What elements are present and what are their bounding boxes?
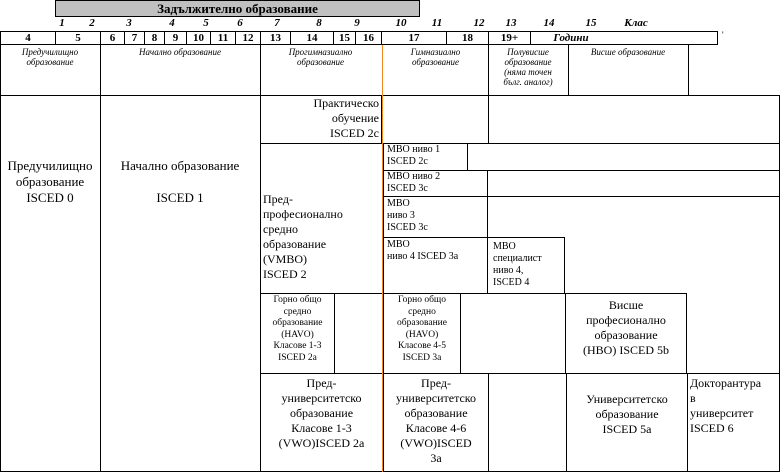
class-number: 8 (316, 17, 322, 29)
age-cell: 8 (145, 32, 165, 44)
class-number: 12 (473, 17, 485, 29)
class-number: 4 (169, 17, 175, 29)
program-vwo-lower: Пред- университетско образование Класове 1-3 (VWO)ISCED 2a (278, 376, 365, 450)
age-divider-line (382, 45, 383, 472)
program-vmbo: Пред- професионално средно образование (VMBO) ISCED 2 (263, 192, 343, 281)
program-preschool: Предучилищно образование ISCED 0 (7, 158, 93, 205)
class-number: 3 (126, 17, 132, 29)
program-hbo: Висше професионално образование (HBO) ISCED 5b (583, 298, 669, 357)
class-number: 15 (585, 17, 597, 29)
age-cell: 14 (291, 32, 334, 44)
age-cell: 7 (125, 32, 145, 44)
stray-tick: ' (722, 30, 724, 40)
program-mbo-level-4: МВО ниво 4 ISCED 3a (387, 239, 459, 262)
class-number: 13 (505, 17, 517, 29)
box-empty (334, 293, 383, 374)
program-vwo-upper: Пред- университетско образование Класове 4-6 (VWO)ISCED 3a (395, 376, 477, 465)
box-empty (467, 143, 780, 171)
class-label: Клас (624, 17, 648, 29)
class-number: 1 (59, 17, 65, 29)
age-cell: 19+ (489, 32, 531, 44)
program-primary: Начално образование ISCED 1 (120, 158, 240, 205)
age-cell: 5 (56, 32, 101, 44)
years-label: Години (553, 32, 589, 44)
compulsory-education-banner: Задължително образование (55, 0, 420, 17)
age-cell: 6 (101, 32, 125, 44)
program-mbo-specialist: МВО специалист ниво 4, ISCED 4 (493, 241, 542, 288)
class-number-row (0, 17, 780, 31)
age-cell: 17 (382, 32, 447, 44)
class-number: 7 (274, 17, 280, 29)
box-empty (460, 293, 566, 374)
stage-primary: Начално образование (139, 47, 221, 57)
age-cell: 16 (356, 32, 382, 44)
divider-line (688, 45, 689, 95)
program-mbo-level-2: МВО ниво 2 ISCED 3c (387, 171, 441, 194)
class-number: 2 (89, 17, 95, 29)
class-number: 6 (237, 17, 243, 29)
stage-higher: Висше образование (590, 47, 666, 57)
class-number: 11 (431, 17, 443, 29)
age-cell: 9 (165, 32, 187, 44)
age-cell: 4 (1, 32, 56, 44)
divider-line (488, 45, 489, 95)
stage-post-secondary: Полувисше образование (няма точен бълг. аналог) (503, 47, 553, 87)
divider-line (100, 45, 101, 472)
divider-line (568, 45, 569, 95)
class-number: 14 (543, 17, 555, 29)
age-cell: 18 (447, 32, 489, 44)
stage-progymnasium: Прогимназиално образование (288, 47, 353, 67)
box-empty (488, 95, 780, 144)
age-cell: 15 (334, 32, 356, 44)
program-practical-training: Практическо обучение ISCED 2c (313, 96, 379, 140)
program-mbo-level-3: МВО ниво 3 ISCED 3c (387, 198, 428, 233)
program-mbo-level-1: МВО ниво 1 ISCED 2c (387, 144, 441, 167)
stage-preschool: Предучилищно образование (21, 47, 79, 67)
divider-line (0, 45, 1, 472)
box-empty (488, 373, 567, 472)
class-number: 9 (354, 17, 360, 29)
class-number: 5 (203, 17, 209, 29)
divider-line (260, 45, 261, 95)
program-havo-upper: Горно общо средно образование (HAVO) Класове 4-5 ISCED 3a (397, 295, 447, 363)
program-university: Университетско образование ISCED 5a (586, 392, 668, 436)
age-cell: 13 (261, 32, 291, 44)
age-cell: 12 (236, 32, 261, 44)
box-empty (487, 170, 780, 197)
class-number: 10 (395, 17, 407, 29)
age-cell: 10 (187, 32, 211, 44)
age-row (0, 31, 718, 45)
program-havo-lower: Горно общо средно образование (HAVO) Класове 1-3 ISCED 2a (272, 295, 323, 363)
age-cell: 11 (211, 32, 236, 44)
stage-gymnasium: Гимназиално образование (410, 47, 461, 67)
program-doctorate: Докторантура в университет ISCED 6 (690, 376, 762, 435)
